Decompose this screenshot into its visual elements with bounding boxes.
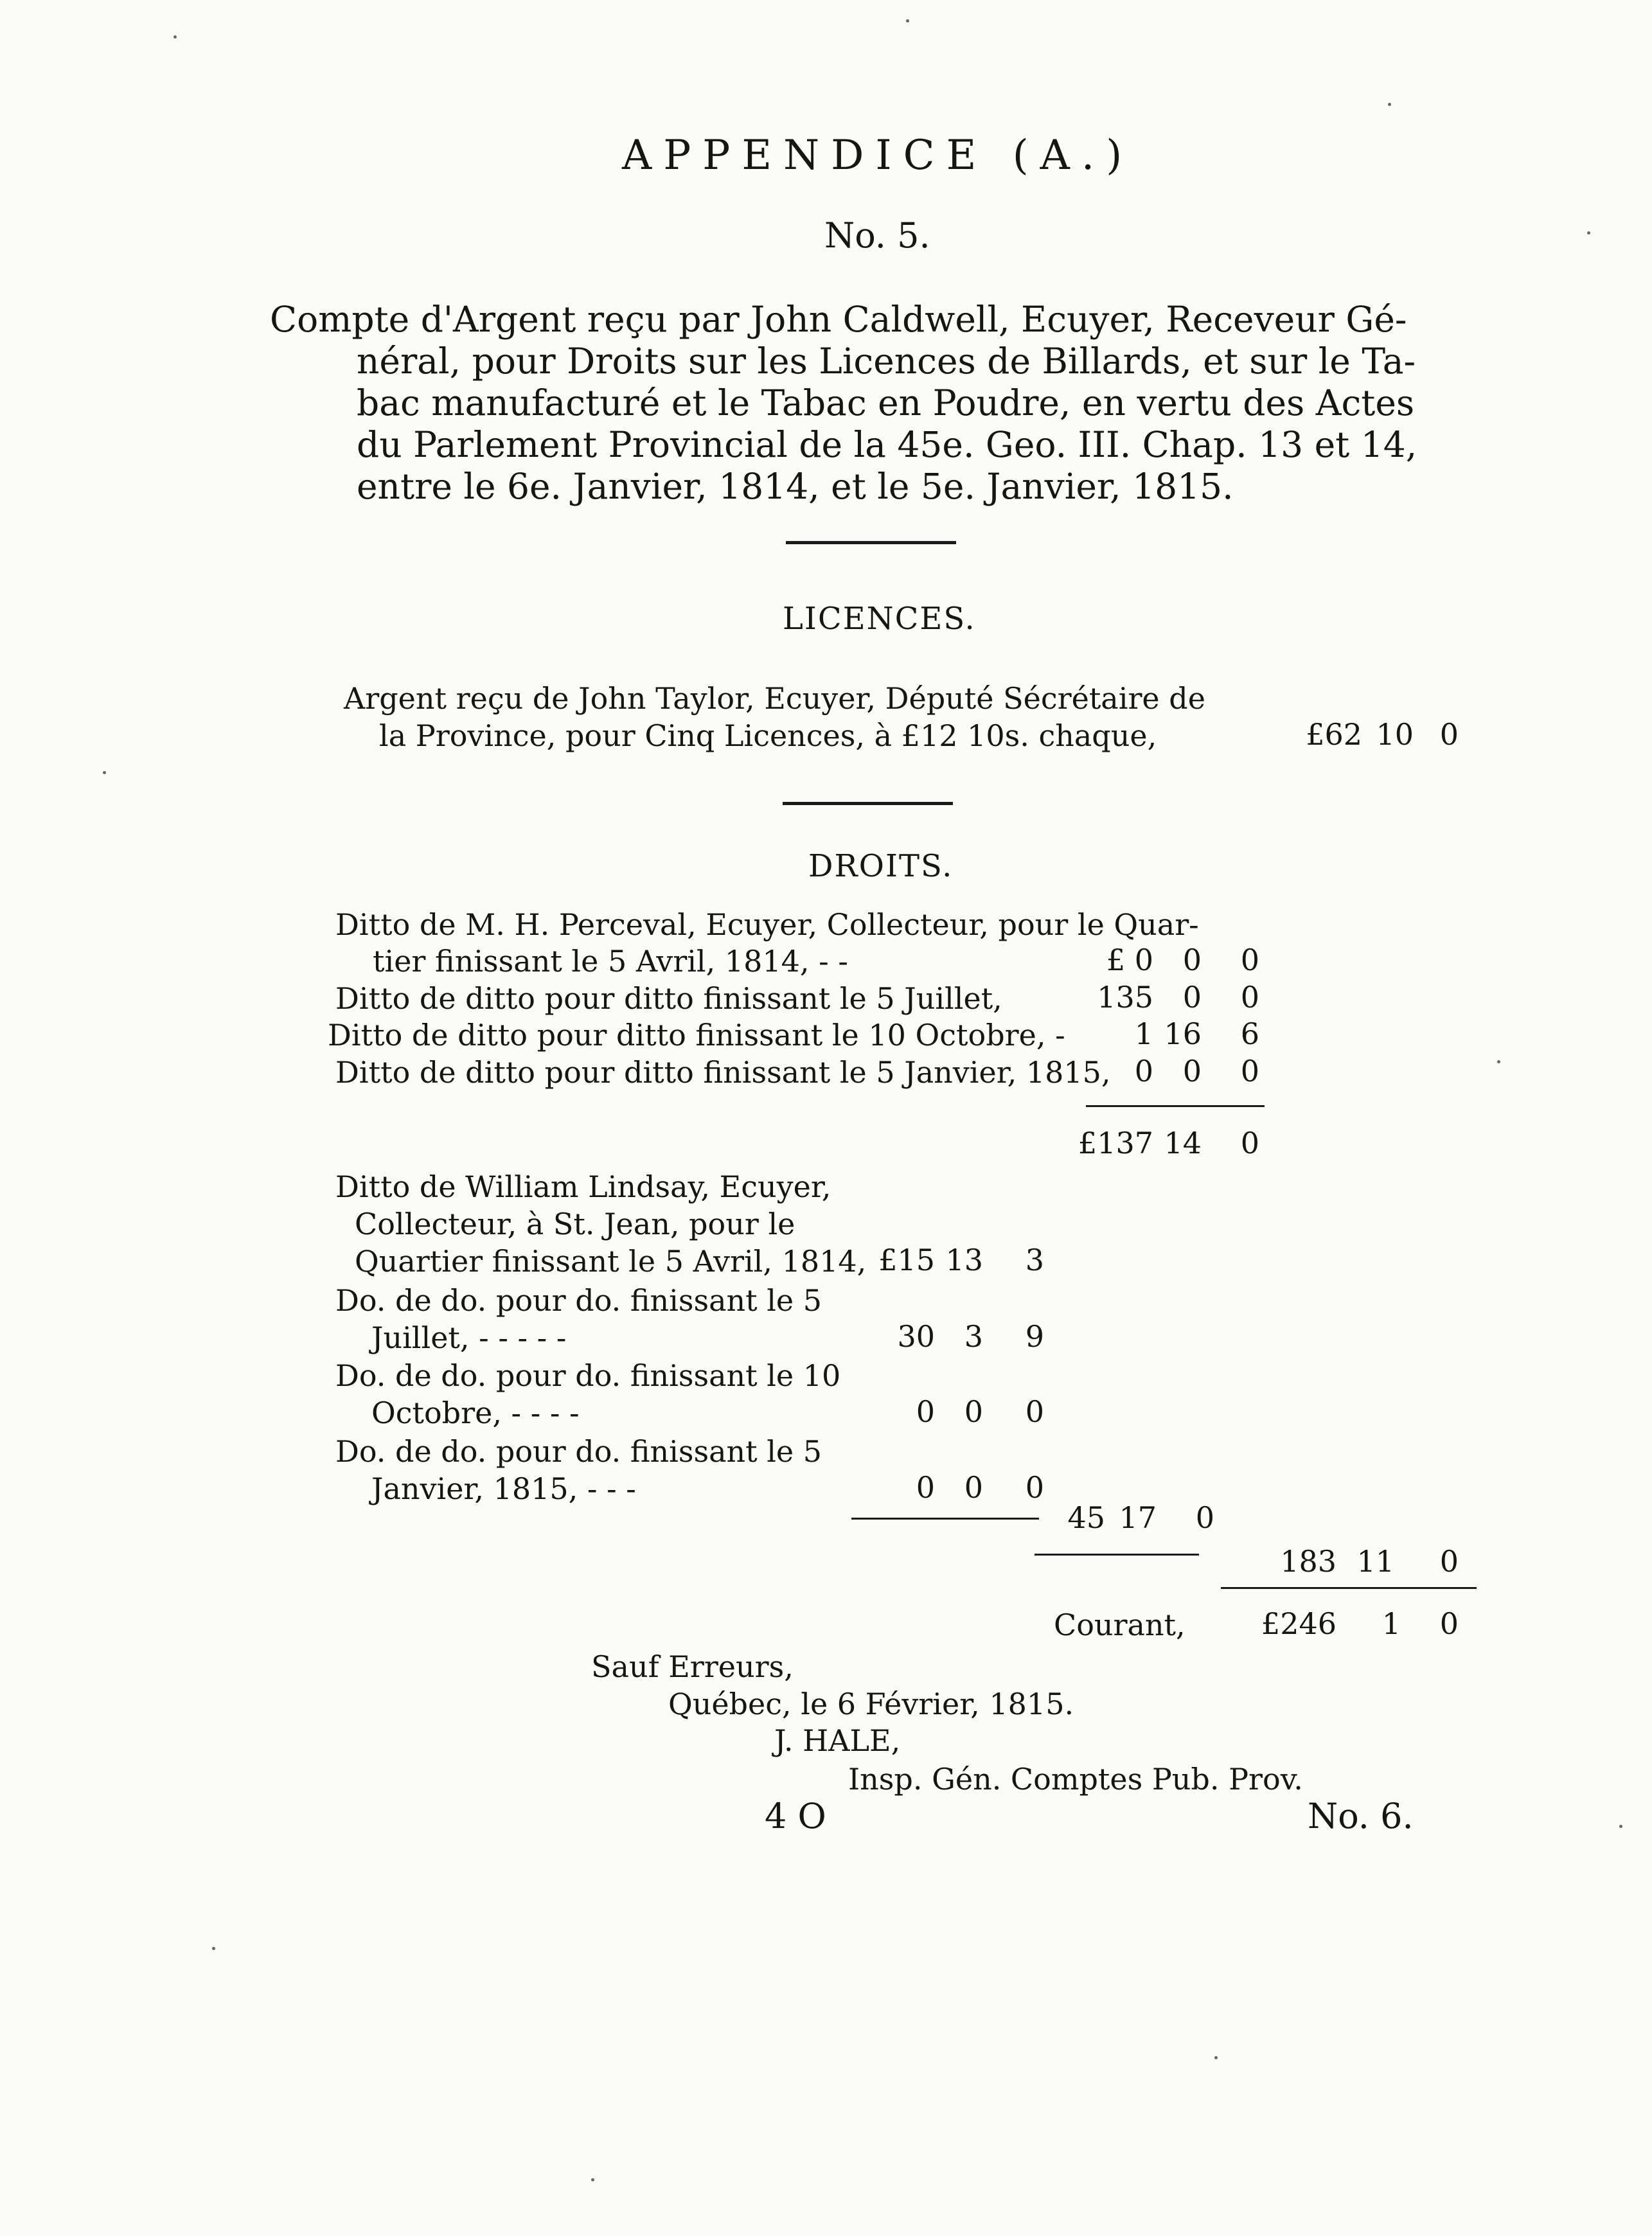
perceval-row-2-shillings: 0 [1182, 980, 1202, 1015]
signatory-title: Insp. Gén. Comptes Pub. Prov. [848, 1762, 1303, 1797]
intro-line-2: néral, pour Droits sur les Licences de Billards, et sur le Ta- [357, 341, 1416, 382]
perceval-row-4: Ditto de ditto pour ditto finissant le 5 Janvier, 1815, [335, 1055, 1111, 1090]
perceval-row-3-pence: 6 [1240, 1016, 1259, 1051]
perceval-row-3: Ditto de ditto pour ditto finissant le 10 Octobre, - [328, 1018, 1065, 1052]
licences-pounds: £62 [1306, 717, 1362, 752]
licences-pence: 0 [1439, 717, 1459, 752]
lindsay-row-2-line-2: Juillet, - - - - - [371, 1320, 567, 1355]
document-number: No. 5. [824, 215, 930, 256]
perceval-total-pounds: £137 [1078, 1126, 1153, 1160]
lindsay-row-4-pounds: 0 [916, 1470, 935, 1505]
place-date: Québec, le 6 Février, 1815. [668, 1687, 1074, 1721]
lindsay-row-1-line-3: Quartier finissant le 5 Avril, 1814, [355, 1244, 867, 1279]
perceval-row-2: Ditto de ditto pour ditto finissant le 5 Juillet, [335, 981, 1002, 1016]
courant-shillings: 1 [1381, 1606, 1401, 1641]
licences-heading: LICENCES. [783, 601, 976, 637]
lindsay-row-2-pence: 9 [1025, 1319, 1044, 1354]
section-divider [786, 541, 956, 544]
lindsay-row-4-pence: 0 [1025, 1470, 1044, 1505]
paper-speck [103, 771, 106, 774]
perceval-total-shillings: 14 [1164, 1126, 1202, 1160]
lindsay-row-1-line-1: Ditto de William Lindsay, Ecuyer, [335, 1169, 831, 1204]
lindsay-sum-rule [851, 1518, 1039, 1520]
paper-speck [1214, 2056, 1218, 2059]
paper-speck [173, 35, 177, 39]
perceval-row-1-line-2: tier finissant le 5 Avril, 1814, - - [373, 944, 848, 979]
lindsay-total-pence: 0 [1195, 1500, 1214, 1535]
paper-speck [1497, 1060, 1500, 1063]
lindsay-row-1-shillings: 13 [945, 1243, 983, 1277]
intro-line-4: du Parlement Provincial de la 45e. Geo. III. Chap. 13 et 14, [357, 424, 1417, 465]
perceval-row-1-line-1: Ditto de M. H. Perceval, Ecuyer, Collecteur, pour le Quar- [335, 907, 1199, 942]
paper-speck [591, 2178, 594, 2181]
paper-speck [906, 19, 909, 22]
lindsay-total-shillings: 17 [1119, 1500, 1157, 1535]
lindsay-row-3-line-1: Do. de do. pour do. finissant le 10 [335, 1358, 841, 1393]
next-document-number: No. 6. [1308, 1796, 1414, 1836]
lindsay-row-4-line-2: Janvier, 1815, - - - [371, 1471, 636, 1506]
signature-mark: 4 O [765, 1796, 826, 1836]
perceval-row-1-pence: 0 [1240, 943, 1259, 977]
courant-label: Courant, [1054, 1608, 1186, 1642]
lindsay-row-2-line-1: Do. de do. pour do. finissant le 5 [335, 1283, 822, 1318]
perceval-row-3-pounds: 1 [1134, 1016, 1153, 1051]
section-divider [783, 802, 953, 805]
lindsay-row-2-shillings: 3 [964, 1319, 983, 1354]
perceval-sum-rule [1086, 1105, 1265, 1107]
lindsay-row-3-shillings: 0 [964, 1394, 983, 1429]
droits-total-shillings: 11 [1356, 1544, 1394, 1579]
lindsay-row-3-line-2: Octobre, - - - - [371, 1396, 580, 1430]
perceval-row-4-shillings: 0 [1182, 1054, 1202, 1088]
lindsay-row-3-pounds: 0 [916, 1394, 935, 1429]
lindsay-row-3-pence: 0 [1025, 1394, 1044, 1429]
intro-line-5: entre le 6e. Janvier, 1814, et le 5e. Janvier, 1815. [357, 466, 1234, 507]
perceval-row-1-pounds: £ 0 [1106, 943, 1153, 977]
perceval-row-4-pence: 0 [1240, 1054, 1259, 1088]
lindsay-row-1-pounds: £15 [878, 1243, 935, 1277]
intro-line-3: bac manufacturé et le Tabac en Poudre, en vertu des Actes [357, 382, 1415, 423]
licences-line-2: la Province, pour Cinq Licences, à £12 10s. chaque, [379, 718, 1157, 753]
lindsay-row-4-line-1: Do. de do. pour do. finissant le 5 [335, 1434, 822, 1469]
sauf-erreurs: Sauf Erreurs, [591, 1649, 794, 1684]
paper-speck [1587, 231, 1590, 235]
droits-sum-rule [1035, 1554, 1199, 1556]
droits-heading: DROITS. [808, 848, 954, 884]
perceval-total-pence: 0 [1240, 1126, 1259, 1160]
courant-pence: 0 [1439, 1606, 1459, 1641]
paper-speck [1388, 103, 1391, 106]
lindsay-row-2-pounds: 30 [897, 1319, 935, 1354]
licences-line-1: Argent reçu de John Taylor, Ecuyer, Député Sécrétaire de [344, 681, 1205, 716]
perceval-row-2-pounds: 135 [1097, 980, 1153, 1015]
grand-total-rule [1221, 1587, 1477, 1589]
perceval-row-1-shillings: 0 [1182, 943, 1202, 977]
paper-speck [1619, 1825, 1622, 1828]
licences-shillings: 10 [1376, 717, 1414, 752]
courant-pounds: £246 [1261, 1606, 1337, 1641]
lindsay-total-pounds: 45 [1067, 1500, 1105, 1535]
lindsay-row-1-pence: 3 [1025, 1243, 1044, 1277]
intro-line-1: Compte d'Argent reçu par John Caldwell, Ecuyer, Receveur Gé- [270, 299, 1407, 340]
page-title: APPENDICE (A.) [622, 132, 1134, 179]
lindsay-row-4-shillings: 0 [964, 1470, 983, 1505]
signatory-name: J. HALE, [774, 1723, 901, 1758]
perceval-row-2-pence: 0 [1240, 980, 1259, 1015]
paper-speck [212, 1947, 215, 1950]
droits-total-pounds: 183 [1280, 1544, 1337, 1579]
perceval-row-3-shillings: 16 [1164, 1016, 1202, 1051]
droits-total-pence: 0 [1439, 1544, 1459, 1579]
lindsay-row-1-line-2: Collecteur, à St. Jean, pour le [355, 1207, 795, 1241]
perceval-row-4-pounds: 0 [1134, 1054, 1153, 1088]
